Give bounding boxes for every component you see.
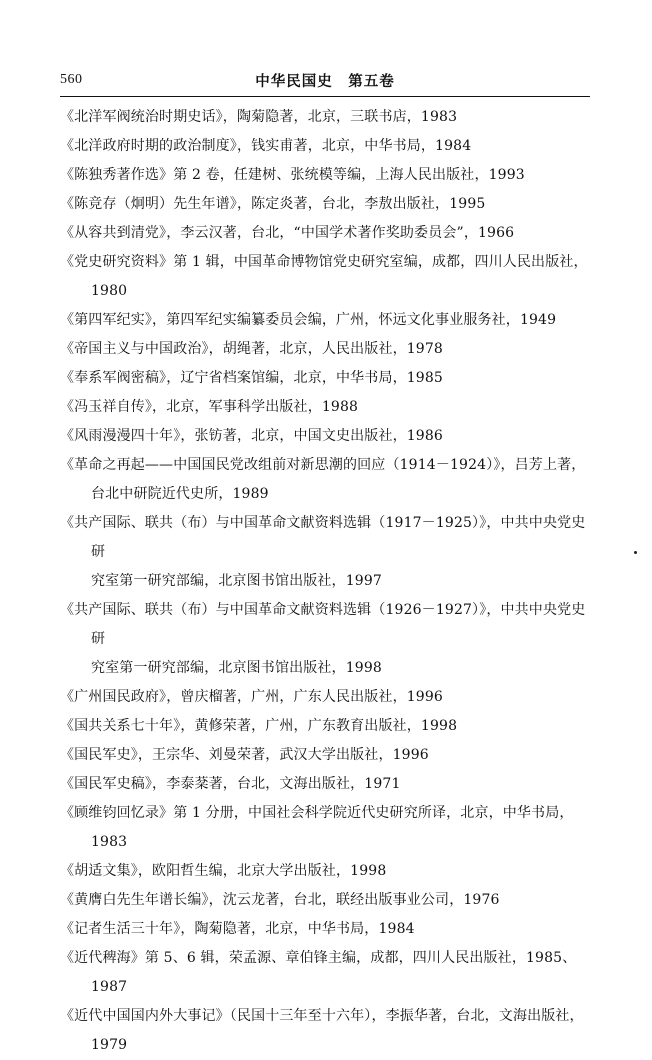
bibliography-entry (60, 161, 592, 190)
bibliography-entry (60, 306, 592, 335)
entry-text: 《风雨漫漫四十年》，张钫著，北京，中国文史出版社，1986 (60, 428, 443, 444)
entry-text: 《共产国际、联共（布）与中国革命文献资料选辑（1926－1927）》，中共中央党史研 (60, 602, 586, 647)
bibliography-entry (60, 335, 592, 364)
entry-continuation: 究室第一研究部编，北京图书馆出版社，1998 (91, 660, 382, 676)
page-header (60, 70, 590, 94)
entry-text: 《黄膺白先生年谱长编》，沈云龙著，台北，联经出版事业公司，1976 (60, 892, 500, 908)
bibliography-entry (60, 683, 592, 712)
bibliography-entry (60, 422, 592, 451)
entry-text: 《近代中国国内外大事记》（民国十三年至十六年），李振华著，台北，文海出版社， (60, 1008, 584, 1024)
bibliography-entry (60, 219, 592, 248)
entry-continuation: 台北中研院近代史所，1989 (91, 486, 269, 502)
page-number: 560 (60, 72, 83, 87)
bibliography-entry (60, 1002, 592, 1060)
entry-text: 《北洋军阀统治时期史话》，陶菊隐著，北京，三联书店，1983 (60, 109, 458, 125)
entry-text: 《共产国际、联共（布）与中国革命文献资料选辑（1917－1925）》，中共中央党史研 (60, 515, 586, 560)
entry-text: 《广州国民政府》，曾庆榴著，广州，广东人民出版社，1996 (60, 689, 443, 705)
entry-text: 《顾维钧回忆录》第 1 分册，中国社会科学院近代史研究所译，北京，中华书局， (60, 805, 574, 821)
entry-text: 《近代稗海》第 5、6 辑，荣孟源、章伯锋主编，成都，四川人民出版社，1985、1987 (60, 950, 577, 995)
header-divider (60, 96, 590, 97)
entry-text: 《记者生活三十年》，陶菊隐著，北京，中华书局，1984 (60, 921, 415, 937)
entry-text: 《国民军史稿》，李泰棻著，台北，文海出版社，1971 (60, 776, 401, 792)
entry-continuation: 1983 (91, 834, 128, 850)
bibliography-entry (60, 364, 592, 393)
bibliography-entry (60, 103, 592, 132)
running-title: 中华民国史 第五卷 (255, 74, 395, 90)
bibliography-entry (60, 190, 592, 219)
bibliography-entry (60, 596, 592, 683)
bibliography-entry (60, 712, 592, 741)
bibliography-entry (60, 509, 592, 596)
entry-text: 《冯玉祥自传》，北京，军事科学出版社，1988 (60, 399, 359, 415)
bibliography-entry (60, 132, 592, 161)
bibliography-entry (60, 393, 592, 422)
bibliography-entry (60, 944, 592, 1002)
entry-text: 《帝国主义与中国政治》，胡绳著，北京，人民出版社，1978 (60, 341, 443, 357)
entry-continuation: 究室第一研究部编，北京图书馆出版社，1997 (91, 573, 382, 589)
entry-text: 《国民军史》，王宗华、刘曼荣著，武汉大学出版社，1996 (60, 747, 429, 763)
entry-text: 《陈竞存（炯明）先生年谱》，陈定炎著，台北，李敖出版社，1995 (60, 196, 486, 212)
bibliography-entry (60, 915, 592, 944)
bibliography-entry (60, 451, 592, 509)
entry-text: 《胡适文集》，欧阳哲生编，北京大学出版社，1998 (60, 863, 387, 879)
bibliography-entry (60, 886, 592, 915)
margin-dot (634, 551, 637, 554)
bibliography-list (60, 103, 592, 1060)
entry-continuation: 1980 (91, 283, 128, 299)
bibliography-entry (60, 770, 592, 799)
entry-text: 《奉系军阀密稿》，辽宁省档案馆编，北京，中华书局，1985 (60, 370, 443, 386)
entry-text: 《革命之再起——中国国民党改组前对新思潮的回应（1914－1924）》，吕芳上著， (60, 457, 586, 473)
entry-text: 《国共关系七十年》，黄修荣著，广州，广东教育出版社，1998 (60, 718, 458, 734)
entry-text: 《北洋政府时期的政治制度》，钱实甫著，北京，中华书局，1984 (60, 138, 472, 154)
entry-continuation: 1979 (91, 1037, 128, 1053)
entry-text: 《陈独秀著作选》第 2 卷，任建树、张统模等编，上海人民出版社，1993 (60, 167, 525, 183)
bibliography-entry (60, 741, 592, 770)
bibliography-entry (60, 799, 592, 857)
bibliography-entry (60, 857, 592, 886)
entry-text: 《党史研究资料》第 1 辑，中国革命博物馆党史研究室编，成都，四川人民出版社， (60, 254, 588, 270)
entry-text: 《从容共到清党》，李云汉著，台北，“中国学术著作奖助委员会”，1966 (60, 225, 515, 241)
bibliography-entry (60, 248, 592, 306)
entry-text: 《第四军纪实》，第四军纪实编纂委员会编，广州，怀远文化事业服务社，1949 (60, 312, 557, 328)
